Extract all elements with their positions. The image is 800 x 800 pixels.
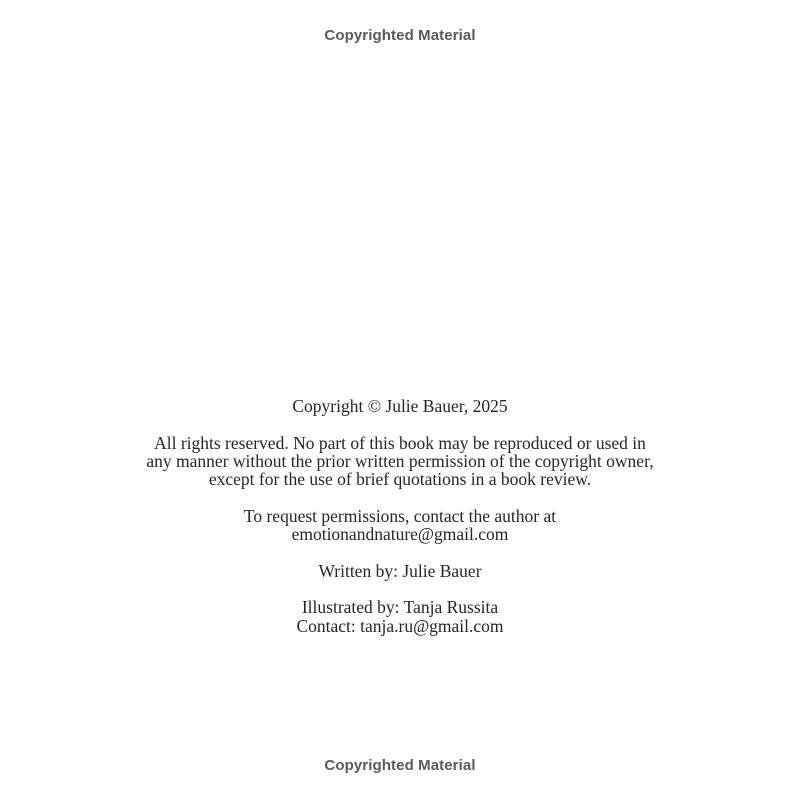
rights-line: All rights reserved. No part of this book may be reproduced or used in (154, 432, 646, 453)
rights-statement (0, 434, 800, 489)
illustrator-contact: Contact: tanja.ru@gmail.com (296, 615, 504, 636)
spacer (0, 415, 800, 433)
written-by: Written by: Julie Bauer (318, 560, 482, 581)
author-credit (0, 562, 800, 580)
rights-line: except for the use of brief quotations in a book review. (208, 469, 592, 490)
permissions-statement (0, 507, 800, 544)
rights-line: any manner without the prior written permission of the copyright owner, (146, 450, 654, 471)
spacer (0, 543, 800, 561)
illustrator-credit (0, 598, 800, 635)
spacer (0, 488, 800, 506)
spacer (0, 580, 800, 598)
copyright-notice (0, 397, 800, 415)
watermark-bottom: Copyrighted Material (324, 757, 476, 774)
permissions-line: To request permissions, contact the author at (243, 505, 557, 526)
illustrated-by: Illustrated by: Tanja Russita (301, 597, 499, 618)
copyright-block (0, 397, 800, 635)
copyright-line: Copyright © Julie Bauer, 2025 (292, 396, 508, 416)
author-email: emotionandnature@gmail.com (291, 524, 509, 545)
watermark-top: Copyrighted Material (324, 27, 476, 44)
